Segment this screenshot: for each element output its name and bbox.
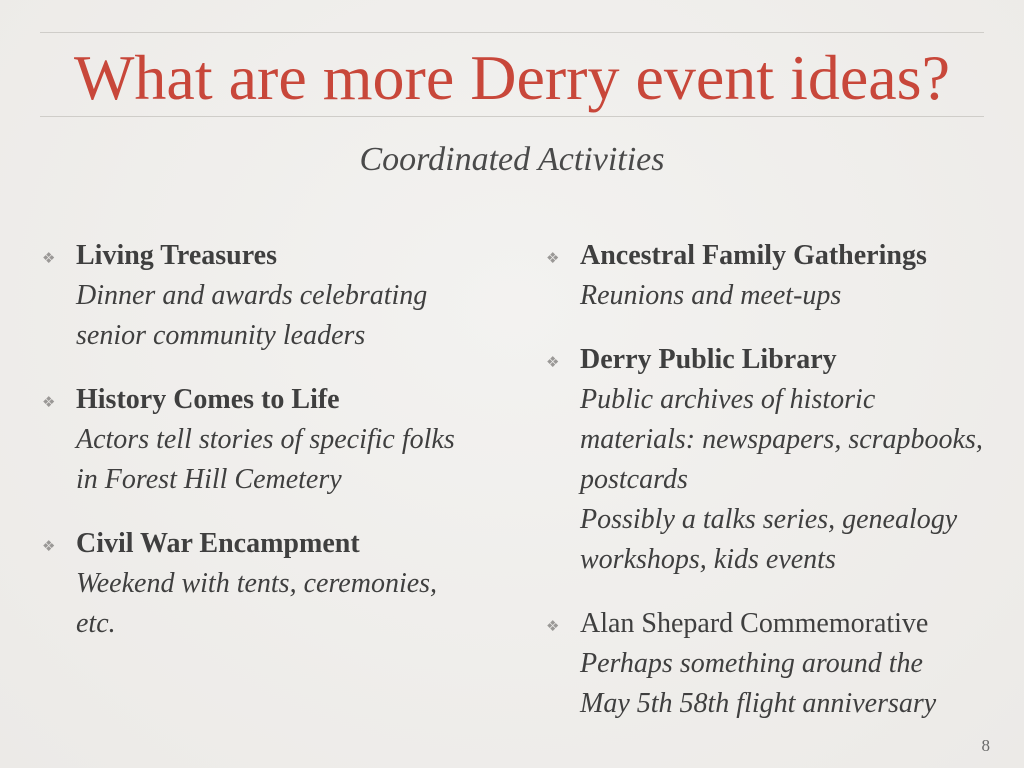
bullet-item-derry-public-library <box>546 340 1016 580</box>
right-column <box>546 236 1016 748</box>
item-title: Living Treasures <box>76 240 277 271</box>
diamond-bullet-icon: ❖ <box>42 249 56 267</box>
title-top-rule <box>40 32 984 33</box>
left-column <box>42 236 492 668</box>
page-number: 8 <box>981 736 990 755</box>
item-desc-line: postcards <box>580 464 688 495</box>
bullet-item-alan-shepard-commemorative <box>546 604 1016 724</box>
item-title: Ancestral Family Gatherings <box>580 240 927 271</box>
item-desc-line: Possibly a talks series, genealogy <box>580 504 958 535</box>
diamond-bullet-icon: ❖ <box>546 249 560 267</box>
item-desc-line: materials: newspapers, scrapbooks, <box>580 424 983 455</box>
slide-title: What are more Derry event ideas? <box>74 42 950 113</box>
item-desc-line: Reunions and meet-ups <box>580 280 842 311</box>
item-title: Alan Shepard Commemorative <box>580 608 929 639</box>
item-desc-line: etc. <box>76 608 116 639</box>
item-desc-line: Public archives of historic <box>580 384 876 415</box>
item-desc-line: Weekend with tents, ceremonies, <box>76 568 438 599</box>
slide-subtitle: Coordinated Activities <box>359 141 665 178</box>
item-desc-line: May 5th 58th flight anniversary <box>580 688 937 719</box>
diamond-bullet-icon: ❖ <box>546 617 560 635</box>
diamond-bullet-icon: ❖ <box>42 537 56 555</box>
item-title: Civil War Encampment <box>76 528 360 559</box>
item-desc-line: senior community leaders <box>76 320 366 351</box>
diamond-bullet-icon: ❖ <box>42 393 56 411</box>
title-bottom-rule <box>40 116 984 117</box>
item-desc-line: Actors tell stories of specific folks <box>76 424 455 455</box>
item-desc-line: in Forest Hill Cemetery <box>76 464 342 495</box>
item-title: Derry Public Library <box>580 344 837 375</box>
bullet-item-living-treasures <box>42 236 492 356</box>
bullet-item-history-comes-to-life <box>42 380 492 500</box>
item-desc-line: workshops, kids events <box>580 544 836 575</box>
bullet-item-civil-war-encampment <box>42 524 492 644</box>
item-desc-line: Perhaps something around the <box>580 648 923 679</box>
bullet-item-ancestral-family-gatherings <box>546 236 1016 316</box>
diamond-bullet-icon: ❖ <box>546 353 560 371</box>
item-desc-line: Dinner and awards celebrating <box>76 280 428 311</box>
item-title: History Comes to Life <box>76 384 340 415</box>
